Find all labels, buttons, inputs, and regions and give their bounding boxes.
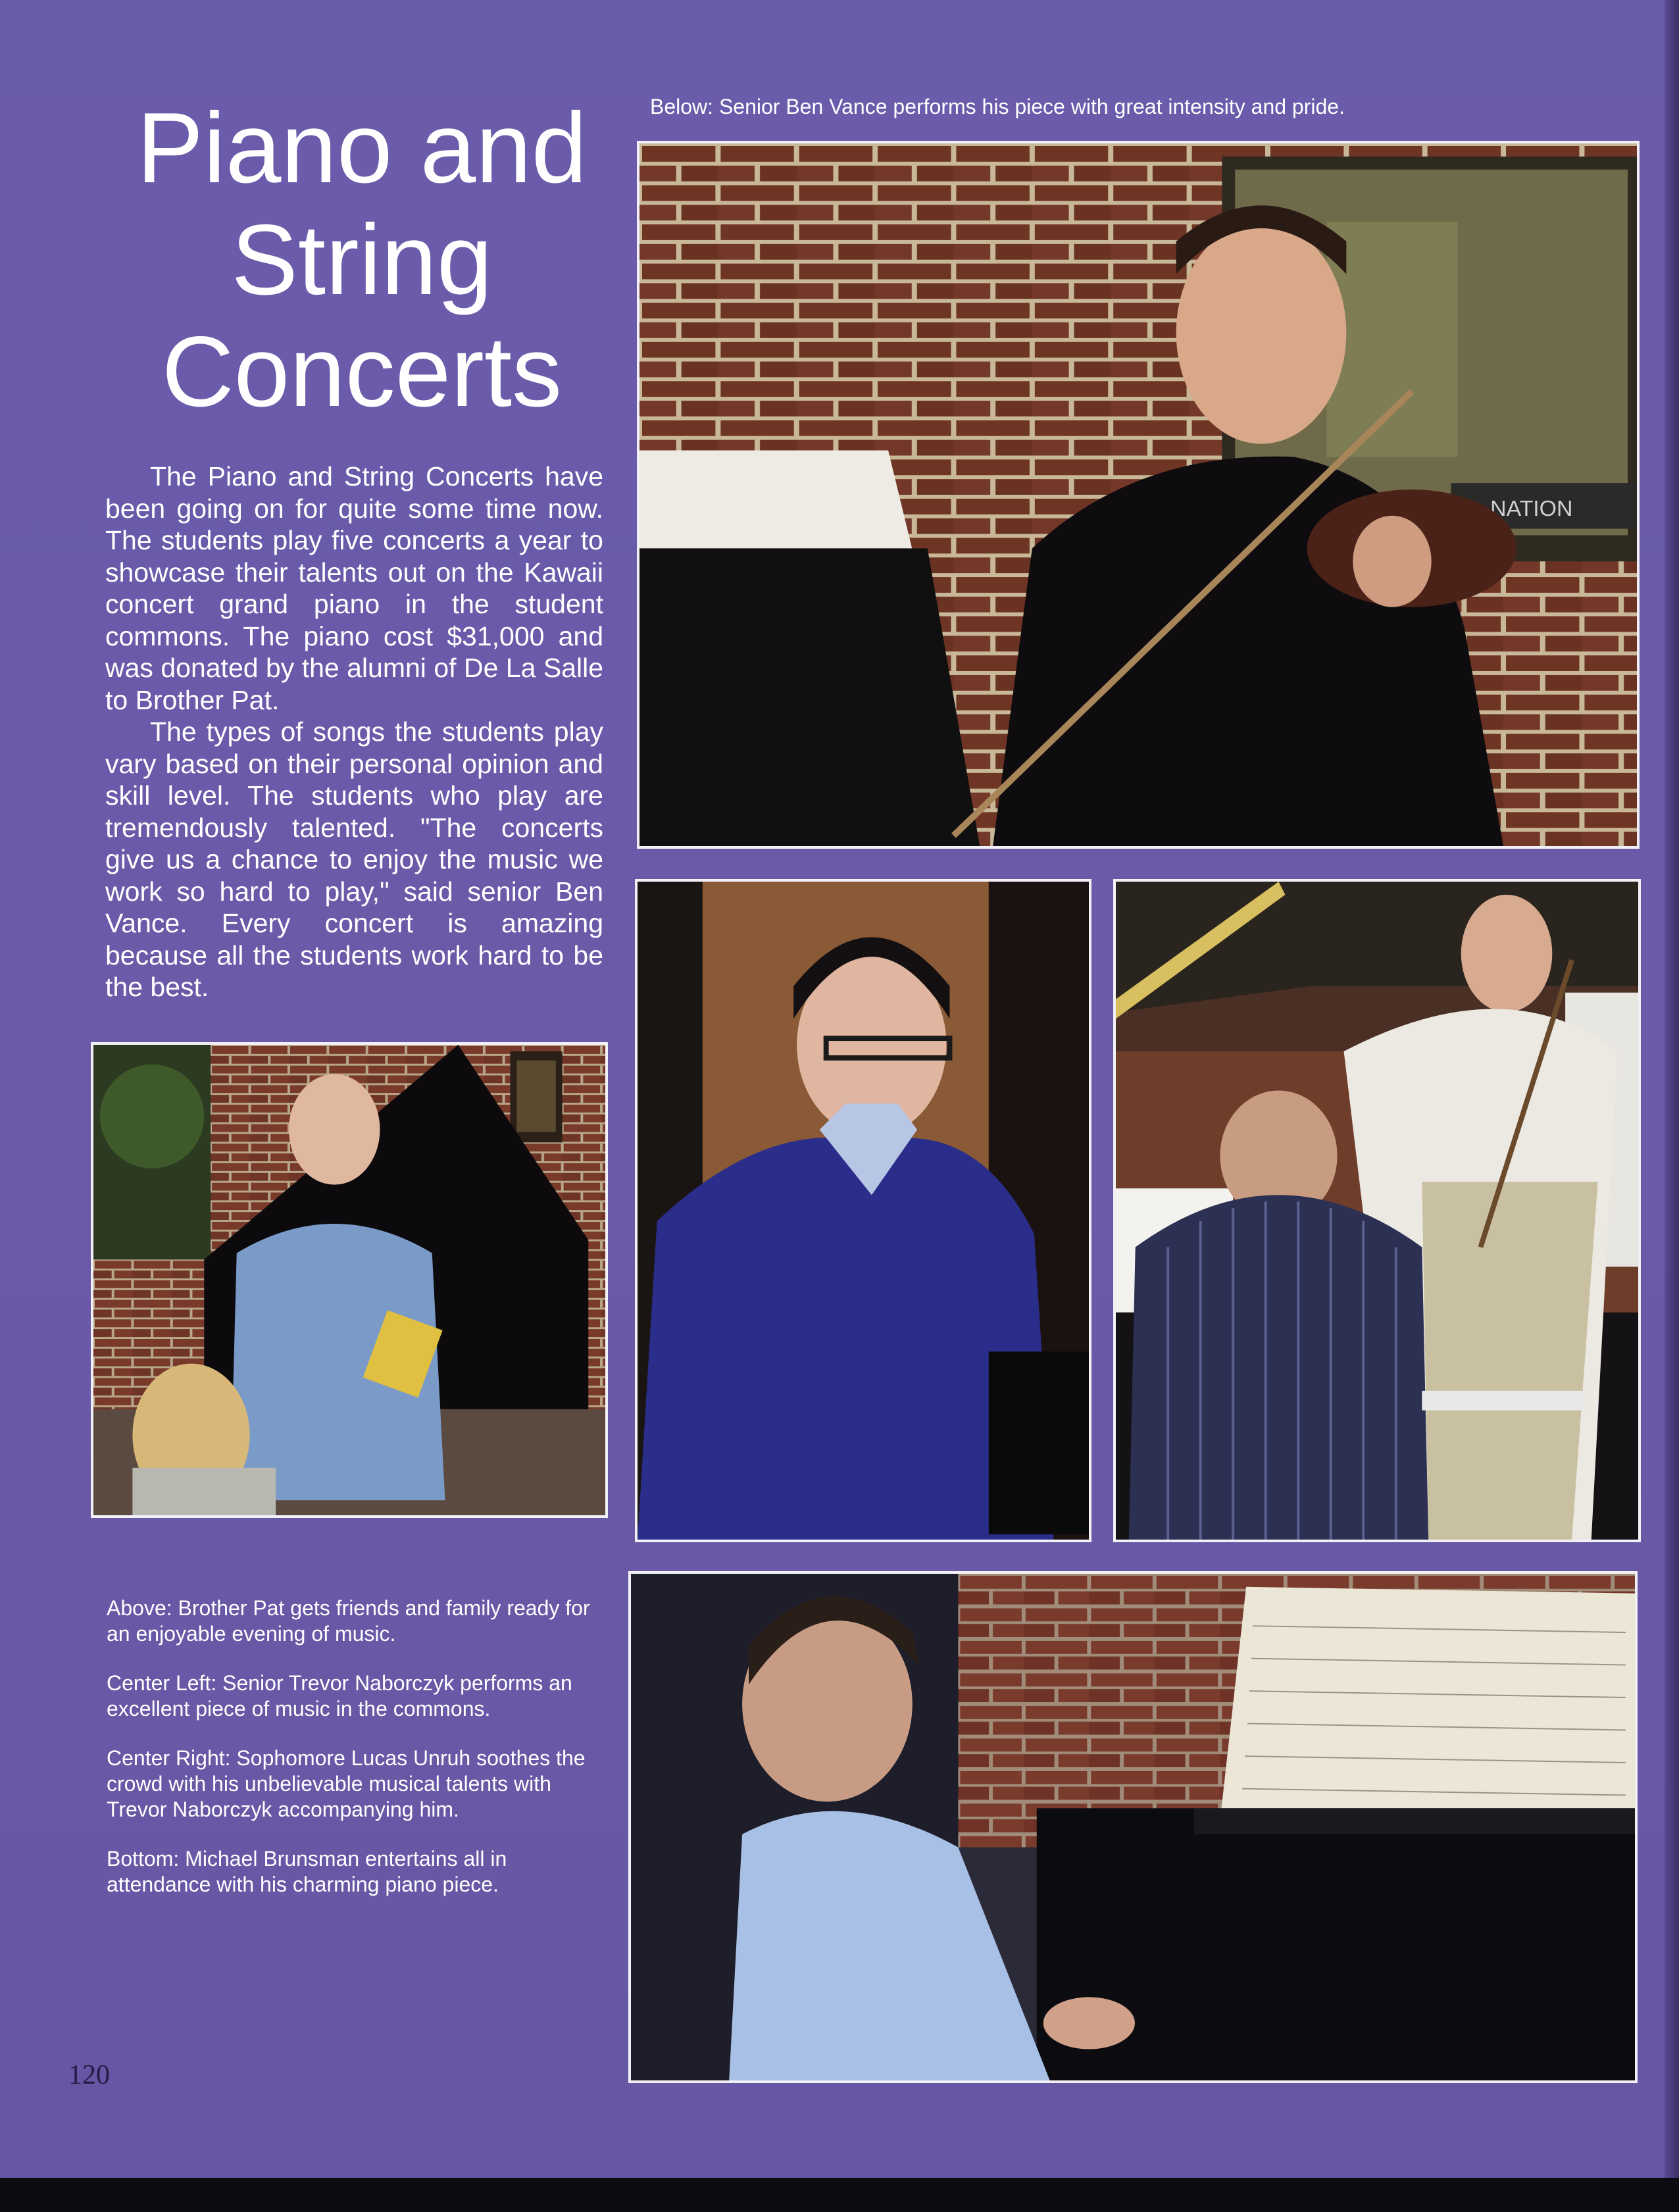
title-line-1: Piano and (136, 92, 588, 204)
photo-violinist (637, 141, 1640, 849)
photo-sign-text: NATION (1490, 495, 1573, 521)
article-body (105, 461, 603, 1003)
photo-michael-brunsman (628, 1571, 1638, 2083)
photo-brother-pat (91, 1042, 608, 1518)
caption-center-left: Center Left: Senior Trevor Naborczyk performs an excellent piece of music in the commons. (107, 1671, 572, 1721)
caption-center-right: Center Right: Sophomore Lucas Unruh soothes the crowd with his unbelievable musical talents with Trevor Naborczyk accompanying him. (107, 1746, 586, 1821)
caption-top-photo: Below: Senior Ben Vance performs his piece with great intensity and pride. (650, 95, 1345, 118)
page-edge (1665, 0, 1679, 2178)
photo-captions (107, 1596, 607, 1921)
caption-above: Above: Brother Pat gets friends and family ready for an enjoyable evening of music. (107, 1596, 590, 1646)
photo-lucas-unruh (1113, 879, 1641, 1542)
paragraph: The Piano and String Concerts have been going on for quite some time now. The students play five concerts a year to showcase their talents out on the Kawaii concert grand piano in the student commons. The piano cost $31,000 and was donated by the alumni of De La Salle to Brother Pat. (105, 461, 603, 715)
title-line-3: Concerts (161, 316, 563, 428)
caption-bottom: Bottom: Michael Brunsman entertains all in attendance with his charming piano piece. (107, 1847, 507, 1896)
photo-trevor-naborczyk (635, 879, 1091, 1542)
scan-bottom-strip (0, 2178, 1679, 2212)
page-title (99, 92, 625, 428)
paragraph: The types of songs the students play vary based on their personal opinion and skill level. The students who play are tremendously talented. "The concerts give us a chance to enjoy the music we work so hard to play," said senior Ben Vance. Every concert is amazing because all the students work hard to be the best. (105, 716, 603, 1002)
title-line-2: String (231, 204, 493, 316)
page-number: 120 (68, 2060, 110, 2090)
